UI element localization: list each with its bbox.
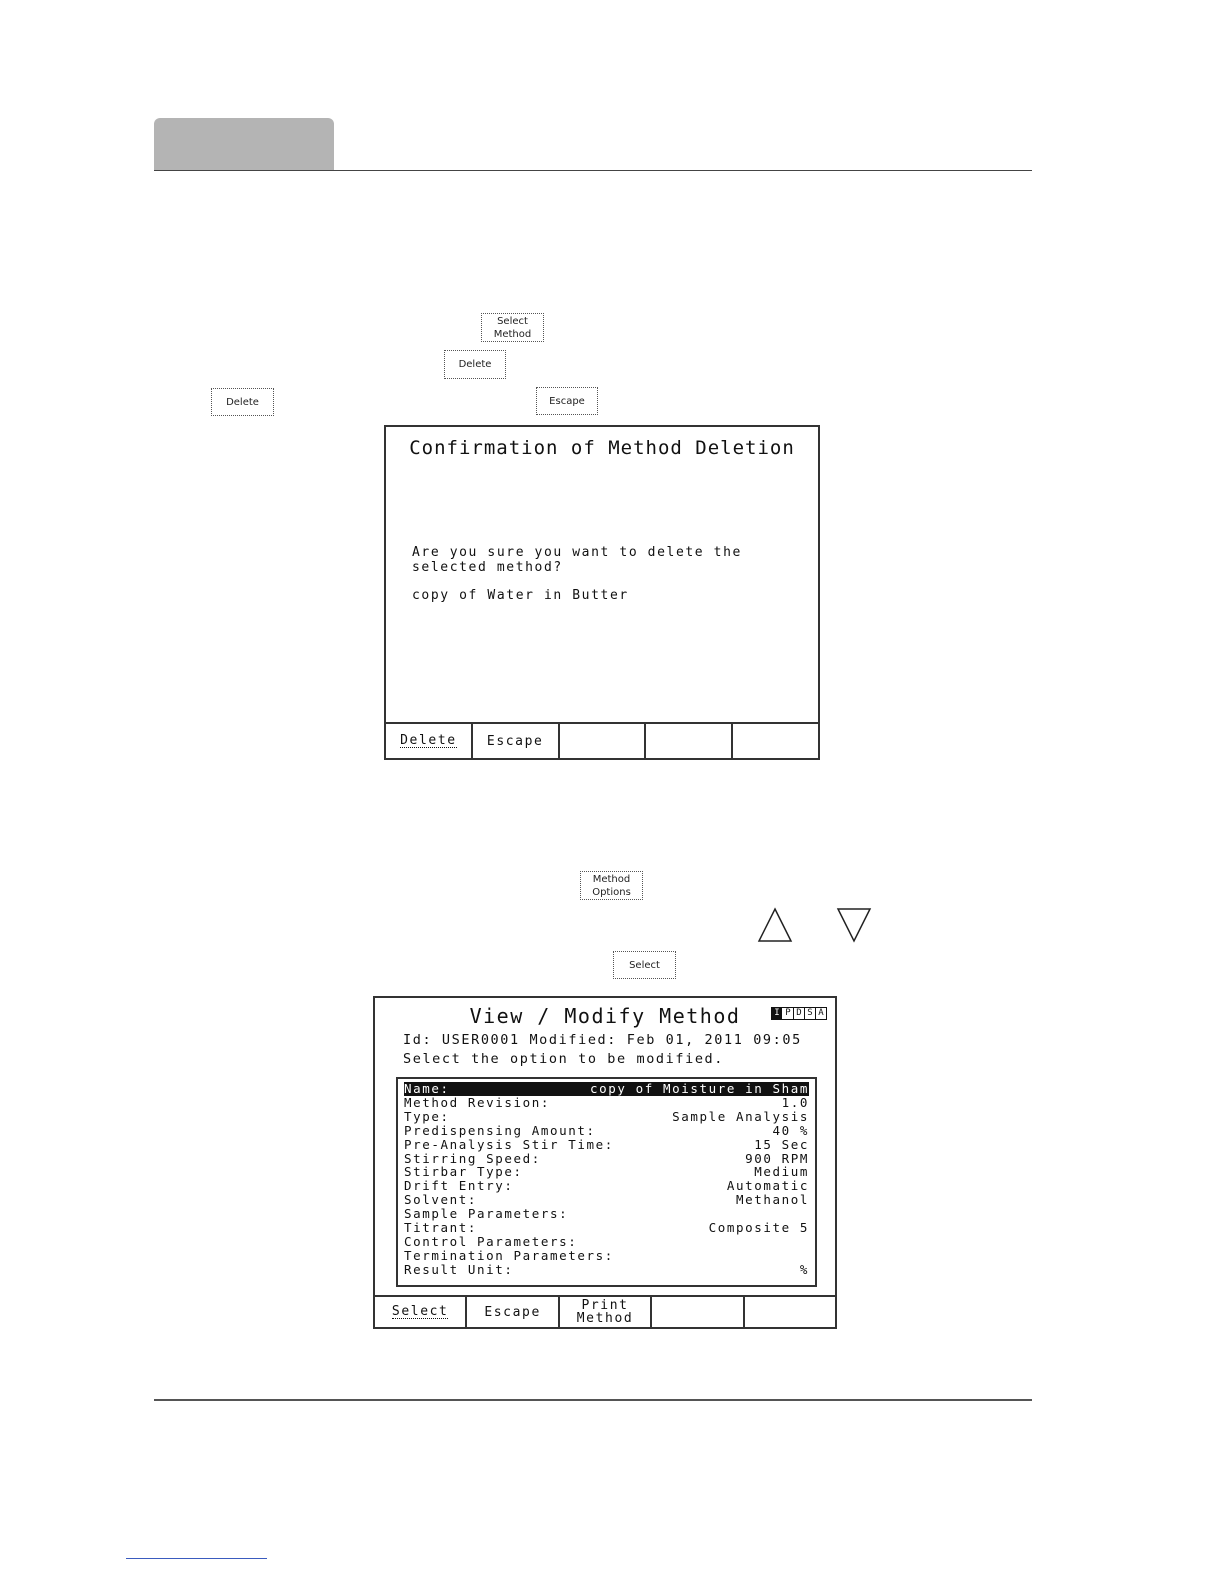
softkey-blank-4[interactable]: [652, 1297, 744, 1327]
option-list: [396, 1077, 817, 1287]
option-label: Predispensing Amount:: [404, 1122, 596, 1138]
view-modify-method-screen: [373, 996, 837, 1329]
badge-s: S: [805, 1008, 816, 1019]
softkey-blank-5[interactable]: [745, 1297, 835, 1327]
header-tab: [154, 118, 334, 170]
badge-i: I: [772, 1008, 783, 1019]
delete-key-2[interactable]: Delete: [211, 388, 274, 416]
option-value: %: [799, 1261, 809, 1277]
option-label: Result Unit:: [404, 1261, 514, 1277]
option-value: copy of Moisture in Sham: [589, 1081, 809, 1096]
option-value: Automatic: [726, 1178, 809, 1194]
option-value: 40 %: [772, 1122, 809, 1138]
option-row[interactable]: [404, 1082, 809, 1096]
softkey-print-method[interactable]: Print Method: [560, 1297, 652, 1327]
option-label: Stirring Speed:: [404, 1150, 541, 1166]
option-row[interactable]: [404, 1179, 809, 1193]
option-label: Name:: [404, 1081, 450, 1096]
softkey-delete[interactable]: Delete: [386, 724, 473, 758]
badge-a: A: [816, 1008, 826, 1019]
badge-d: D: [794, 1008, 805, 1019]
option-value: 15 Sec: [754, 1136, 809, 1152]
delete-key-1[interactable]: Delete: [444, 350, 506, 379]
option-row[interactable]: [404, 1124, 809, 1138]
modify-prompt: Select the option to be modified.: [403, 1051, 725, 1067]
option-row[interactable]: [404, 1152, 809, 1166]
option-label: Pre-Analysis Stir Time:: [404, 1136, 614, 1152]
view-modify-title: View / Modify Method: [469, 1004, 741, 1028]
footer-rule: [154, 1399, 1032, 1401]
footer-link-underline: [126, 1558, 267, 1559]
option-label: Titrant:: [404, 1220, 478, 1236]
option-value: 900 RPM: [745, 1150, 809, 1166]
option-label: Method Revision:: [404, 1094, 551, 1110]
option-row[interactable]: [404, 1110, 809, 1124]
option-row[interactable]: [404, 1138, 809, 1152]
escape-key[interactable]: Escape: [536, 387, 598, 415]
option-row[interactable]: [404, 1207, 809, 1221]
confirmation-screen: [384, 425, 820, 760]
select-key[interactable]: Select: [613, 951, 676, 979]
modify-softkeys: [375, 1295, 835, 1327]
option-row[interactable]: [404, 1235, 809, 1249]
up-arrow-icon[interactable]: [757, 907, 793, 943]
selected-method-name: copy of Water in Butter: [412, 588, 629, 603]
method-options-key[interactable]: Method Options: [580, 871, 643, 900]
header-rule: [154, 170, 1032, 171]
confirmation-message: Are you sure you want to delete the selected method?: [412, 545, 742, 575]
option-label: Drift Entry:: [404, 1178, 514, 1194]
option-label: Type:: [404, 1108, 450, 1124]
method-id-line: Id: USER0001 Modified: Feb 01, 2011 09:05: [403, 1032, 802, 1048]
select-method-key[interactable]: Select Method: [481, 313, 544, 342]
option-value: Methanol: [735, 1192, 809, 1208]
softkey-escape[interactable]: Escape: [467, 1297, 559, 1327]
option-row[interactable]: [404, 1193, 809, 1207]
softkey-blank-4[interactable]: [646, 724, 733, 758]
softkey-select[interactable]: Select: [375, 1297, 467, 1327]
badge-p: P: [783, 1008, 794, 1019]
option-value: Composite 5: [708, 1220, 809, 1236]
option-label: Stirbar Type:: [404, 1164, 523, 1180]
status-badges: [771, 1007, 827, 1020]
option-row[interactable]: [404, 1221, 809, 1235]
confirmation-title: Confirmation of Method Deletion: [409, 437, 795, 459]
down-arrow-icon[interactable]: [836, 907, 872, 943]
option-row[interactable]: [404, 1096, 809, 1110]
option-value: Sample Analysis: [672, 1108, 809, 1124]
option-value: Medium: [754, 1164, 809, 1180]
option-row[interactable]: [404, 1249, 809, 1263]
option-label: Control Parameters:: [404, 1233, 578, 1249]
option-row[interactable]: [404, 1263, 809, 1277]
softkey-escape[interactable]: Escape: [473, 724, 560, 758]
option-label: Solvent:: [404, 1192, 478, 1208]
option-label: Sample Parameters:: [404, 1206, 569, 1222]
option-row[interactable]: [404, 1165, 809, 1179]
softkey-blank-5[interactable]: [733, 724, 818, 758]
option-value: 1.0: [781, 1094, 809, 1110]
option-label: Termination Parameters:: [404, 1247, 614, 1263]
softkey-blank-3[interactable]: [560, 724, 647, 758]
confirmation-softkeys: [386, 722, 818, 758]
